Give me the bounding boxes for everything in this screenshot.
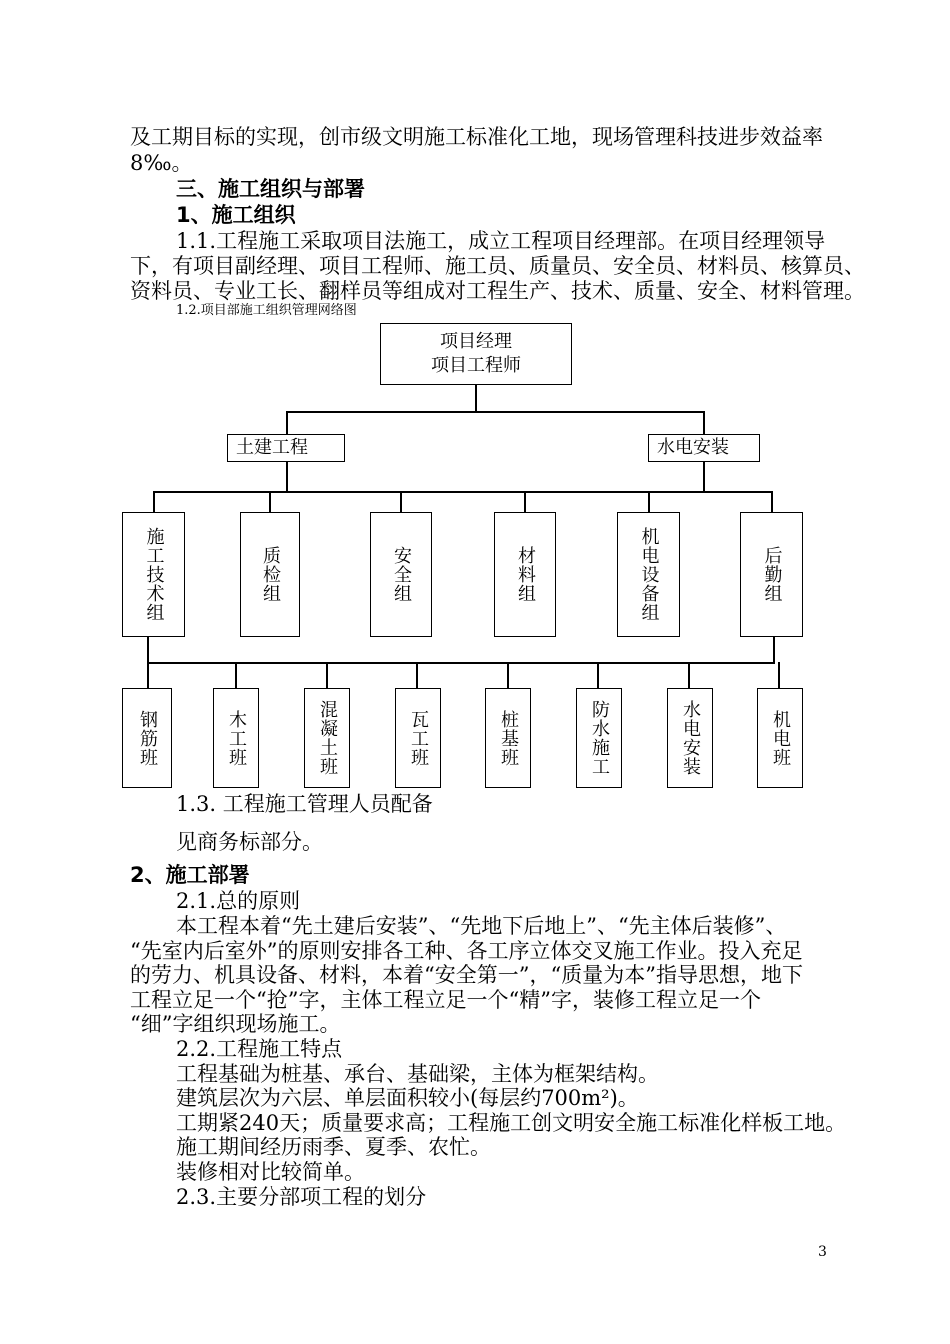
group-label: 施工技术组 <box>143 527 165 622</box>
connector <box>286 462 288 492</box>
connector <box>153 491 155 512</box>
box-water-electric: 水电安装 <box>648 434 760 462</box>
connector <box>400 491 402 512</box>
connector <box>773 637 775 663</box>
connector <box>475 385 477 412</box>
box-team-mechanical-electric <box>757 688 803 788</box>
box-group-construction-tech <box>122 512 185 637</box>
connector <box>153 491 773 493</box>
connector <box>269 491 271 512</box>
team-label: 瓦工班 <box>408 709 429 767</box>
group-label: 质检组 <box>260 546 281 603</box>
team-label: 钢筋班 <box>137 709 158 767</box>
box-group-materials <box>494 512 556 637</box>
para-2-1-line-2: “先室内后室外”的原则安排各工种、各工序立体交叉施工作业。投入充足 <box>130 939 803 963</box>
box-civil-works: 土建工程 <box>227 434 345 462</box>
connector <box>597 662 599 688</box>
para-1-1-line-2: 下，有项目副经理、项目工程师、施工员、质量员、安全员、材料员、核算员、 <box>130 254 865 278</box>
team-label: 桩基班 <box>498 709 519 767</box>
connector <box>648 491 650 512</box>
team-label: 水电安装 <box>680 700 701 776</box>
box-team-concrete <box>304 688 350 788</box>
feature-4: 施工期间经历雨季、夏季、农忙。 <box>176 1135 491 1159</box>
connector <box>778 662 780 688</box>
chart-caption: 1.2.项目部施工组织管理网络图 <box>176 303 357 318</box>
section-2-3: 2.3.主要分部项工程的划分 <box>176 1185 427 1209</box>
para-2-1-line-3: 的劳力、机具设备、材料，本着“安全第一”，“质量为本”指导思想，地下 <box>130 963 803 987</box>
connector <box>771 491 773 512</box>
connector <box>507 662 509 688</box>
box-group-safety <box>370 512 432 637</box>
group-label: 机电设备组 <box>638 527 660 622</box>
team-label: 防水施工 <box>589 700 610 776</box>
para-2-1-line-4: 工程立足一个“抢”字，主体工程立足一个“精”字，装修工程立足一个 <box>130 988 761 1012</box>
group-label: 后勤组 <box>761 546 783 603</box>
top-line-1: 项目经理 <box>440 331 512 352</box>
section-1-3: 1.3. 工程施工管理人员配备 <box>176 792 433 816</box>
connector <box>147 662 775 664</box>
team-label: 木工班 <box>226 709 247 767</box>
section-2-1: 2.1.总的原则 <box>176 889 301 913</box>
connector <box>147 637 149 663</box>
heading-construction-organization: 1、施工组织 <box>176 203 296 227</box>
section-2-2: 2.2.工程施工特点 <box>176 1037 343 1061</box>
heading-section-3: 三、施工组织与部署 <box>176 177 365 201</box>
feature-3: 工期紧240天；质量要求高；工程施工创文明安全施工标准化样板工地。 <box>176 1111 847 1135</box>
page-number: 3 <box>818 1244 827 1260</box>
connector <box>147 662 149 688</box>
connector <box>703 462 705 492</box>
team-label: 混凝土班 <box>317 700 338 776</box>
connector <box>524 491 526 512</box>
connector <box>326 662 328 688</box>
section-1-3-body: 见商务标部分。 <box>176 830 323 854</box>
para-1-line-1: 及工期目标的实现，创市级文明施工标准化工地，现场管理科技进步效益率 <box>130 125 823 149</box>
box-project-manager <box>380 323 572 385</box>
connector <box>703 411 705 434</box>
connector <box>286 411 704 413</box>
box-team-rebar <box>122 688 172 788</box>
box-group-logistics <box>740 512 803 637</box>
box-team-masonry <box>395 688 441 788</box>
connector <box>416 662 418 688</box>
para-1-1-line-3: 资料员、专业工长、翻样员等组成对工程生产、技术、质量、安全、材料管理。 <box>130 279 865 303</box>
para-2-1-line-1: 本工程本着“先土建后安装”、“先地下后地上”、“先主体后装修”、 <box>176 914 787 938</box>
feature-1: 工程基础为桩基、承台、基础梁，主体为框架结构。 <box>176 1062 659 1086</box>
connector <box>688 662 690 688</box>
connector <box>235 662 237 688</box>
box-group-equipment <box>617 512 680 637</box>
para-2-1-line-5: “细”字组织现场施工。 <box>130 1012 341 1036</box>
team-label: 机电班 <box>770 709 791 767</box>
box-team-piling <box>485 688 531 788</box>
box-team-plumbing-electric <box>667 688 713 788</box>
heading-construction-deployment: 2、施工部署 <box>130 863 250 887</box>
para-1-line-2: 8‰。 <box>130 151 193 175</box>
feature-5: 装修相对比较简单。 <box>176 1160 365 1184</box>
box-team-waterproofing <box>576 688 622 788</box>
para-1-1-line-1: 1.1.工程施工采取项目法施工，成立工程项目经理部。在项目经理领导 <box>176 229 826 253</box>
top-line-2: 项目工程师 <box>431 355 521 376</box>
group-label: 安全组 <box>391 546 412 603</box>
group-label: 材料组 <box>515 546 536 603</box>
box-group-quality <box>240 512 300 637</box>
connector <box>286 411 288 434</box>
box-team-carpentry <box>213 688 259 788</box>
feature-2: 建筑层次为六层、单层面积较小(每层约700m²)。 <box>176 1086 639 1110</box>
